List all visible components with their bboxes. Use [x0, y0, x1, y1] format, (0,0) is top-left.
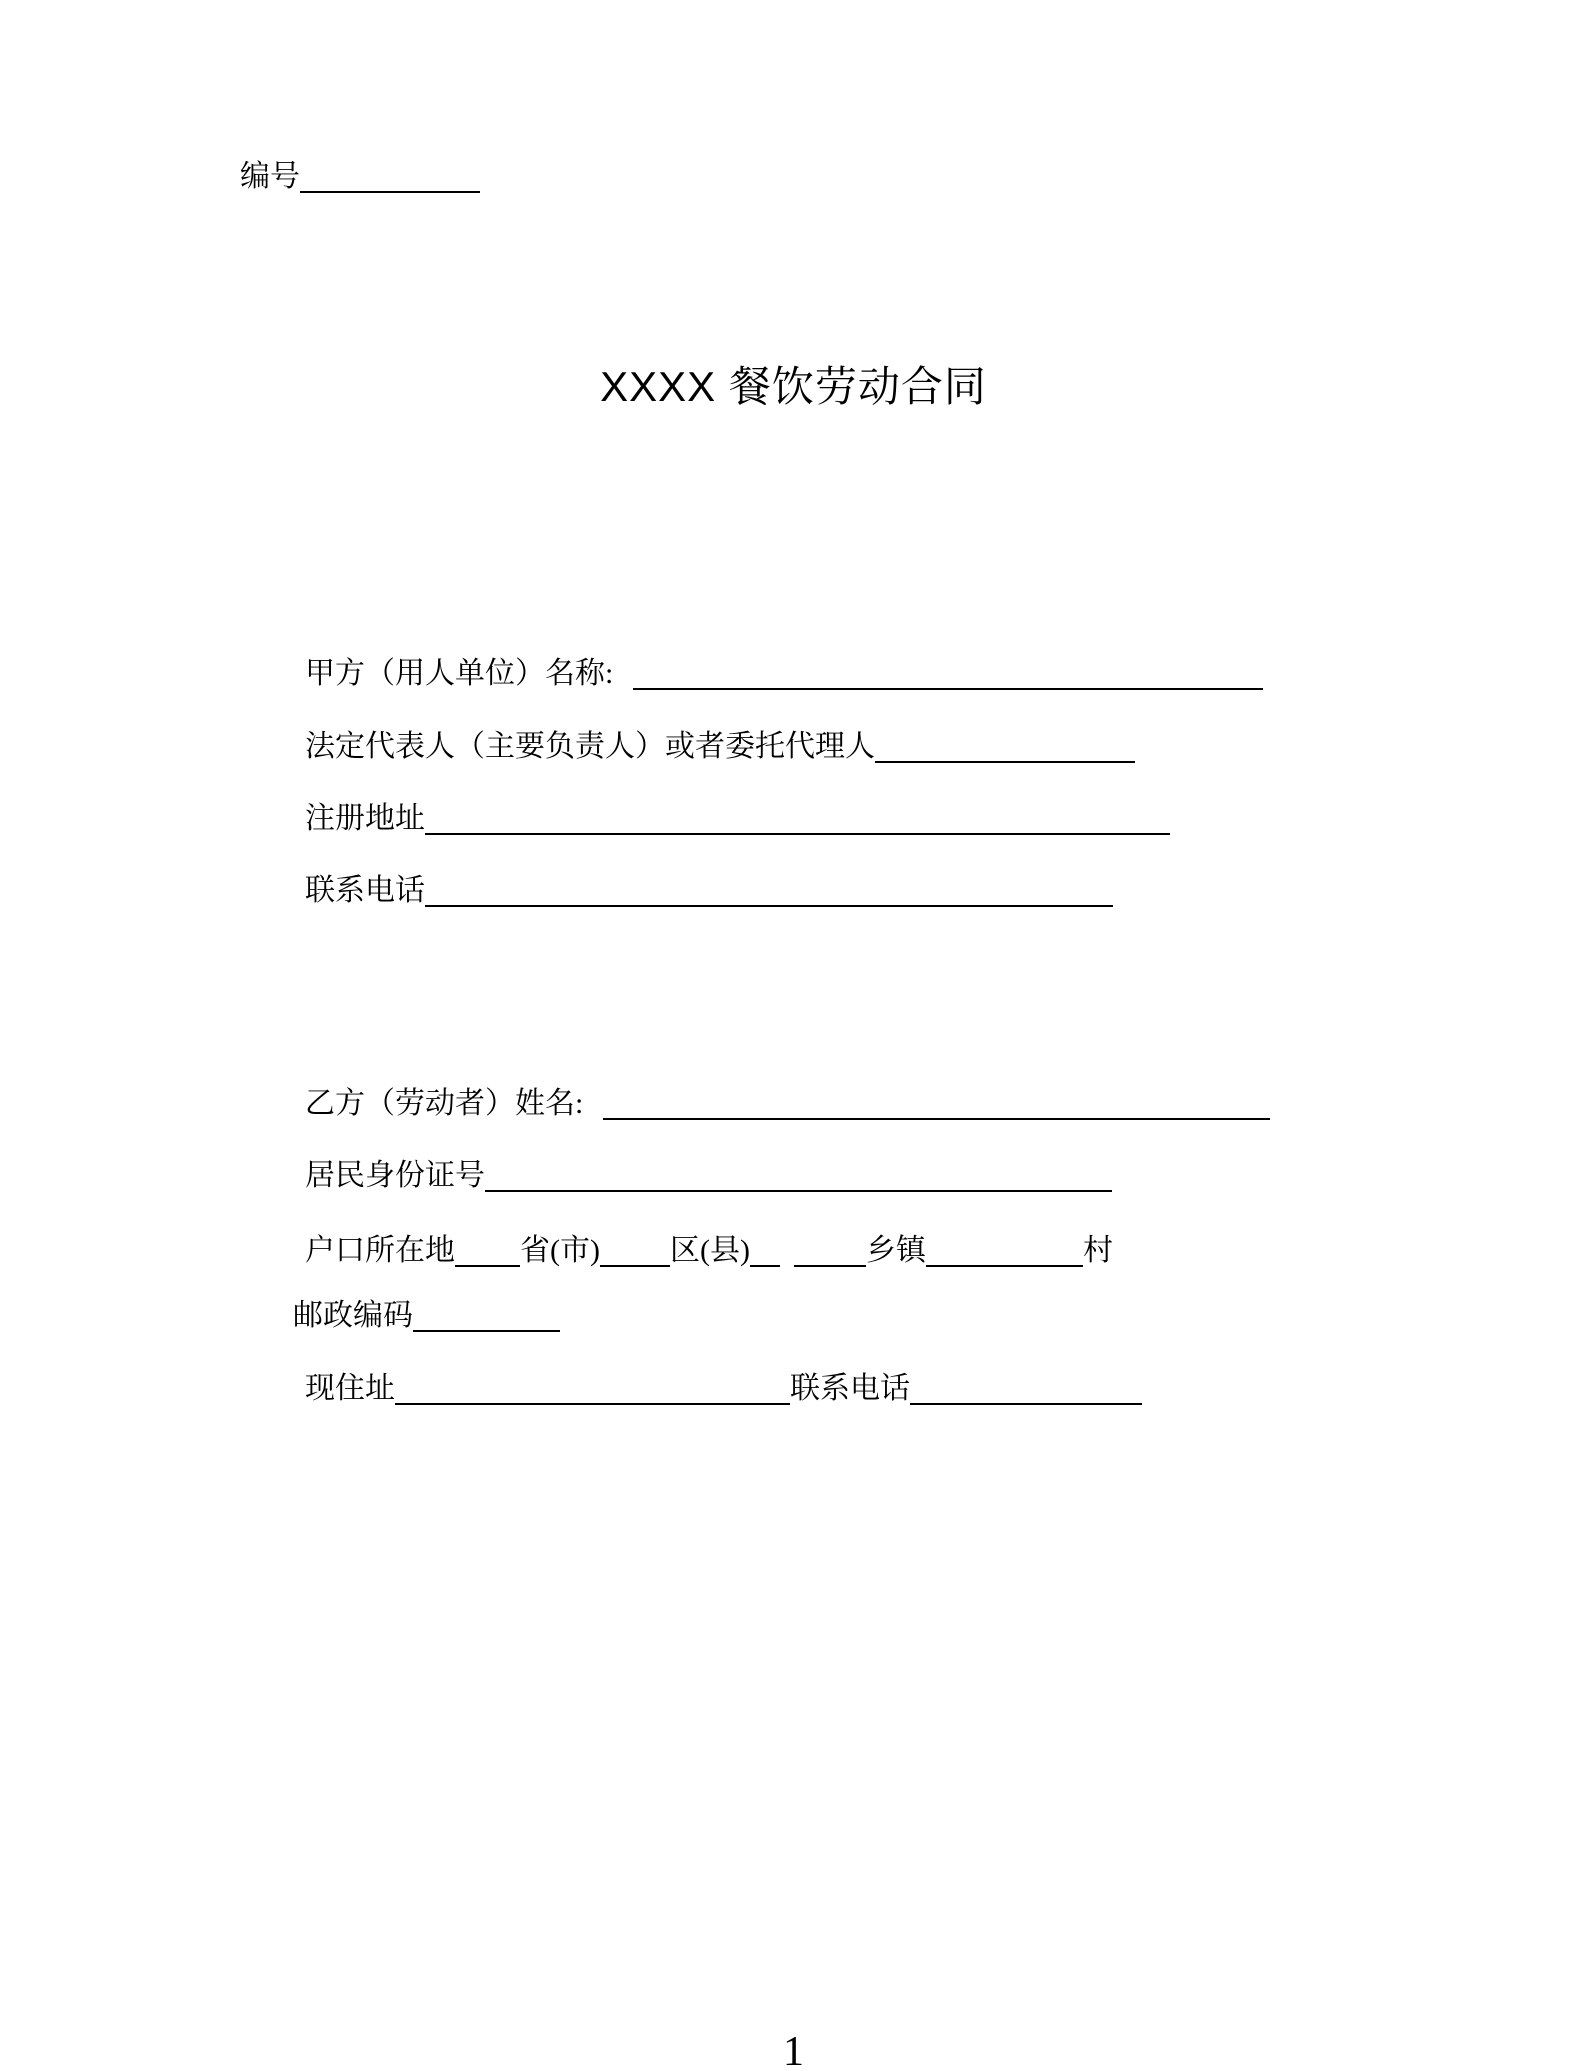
- party-a-phone-label: 联系电话: [305, 874, 425, 907]
- party-b-postcode-label: 邮政编码: [293, 1299, 413, 1332]
- party-a-name-label: 甲方（用人单位）名称:: [305, 657, 614, 690]
- blank-underline: [455, 1235, 520, 1267]
- blank-underline: [875, 731, 1135, 763]
- party-b-id-number-line: [305, 1157, 1112, 1195]
- blank-underline: [395, 1373, 790, 1405]
- party-b-phone-label: 联系电话: [790, 1372, 910, 1405]
- party-b-address-line: [305, 1370, 1142, 1408]
- blank-underline: [300, 161, 480, 193]
- province-label: 省(市): [520, 1234, 600, 1267]
- serial-number-line: [240, 158, 480, 196]
- blank-underline: [413, 1300, 560, 1332]
- party-a-legal-rep-line: [305, 728, 1135, 766]
- blank-underline: [425, 803, 1170, 835]
- blank-underline: [600, 1235, 670, 1267]
- blank-underline: [926, 1235, 1083, 1267]
- party-a-name-line: [305, 655, 1263, 693]
- party-b-hukou-label: 户口所在地: [305, 1234, 455, 1267]
- party-a-legal-rep-label: 法定代表人（主要负责人）或者委托代理人: [305, 730, 875, 763]
- blank-underline: [633, 658, 1263, 690]
- party-b-postcode-line: [293, 1297, 560, 1335]
- blank-underline: [485, 1160, 1112, 1192]
- county-label: 区(县): [669, 1234, 750, 1267]
- blank-underline: [603, 1088, 1270, 1120]
- party-a-reg-address-line: [305, 800, 1170, 838]
- blank-underline: [794, 1235, 866, 1267]
- party-a-reg-address-label: 注册地址: [305, 802, 425, 835]
- party-b-hukou-line: [305, 1232, 1113, 1270]
- party-b-name-line: [305, 1085, 1270, 1123]
- party-b-name-label: 乙方（劳动者）姓名:: [305, 1087, 584, 1120]
- party-b-address-label: 现住址: [305, 1372, 395, 1405]
- blank-underline: [425, 875, 1113, 907]
- blank-underline: [750, 1235, 780, 1267]
- blank-underline: [910, 1373, 1142, 1405]
- page-number: 1: [783, 2029, 804, 2071]
- village-label: 村: [1082, 1234, 1113, 1267]
- township-label: 乡镇: [865, 1234, 926, 1267]
- document-title: XXXX 餐饮劳动合同: [600, 363, 987, 410]
- serial-number-label: 编号: [240, 160, 300, 193]
- party-a-phone-line: [305, 872, 1113, 910]
- party-b-id-number-label: 居民身份证号: [305, 1159, 485, 1192]
